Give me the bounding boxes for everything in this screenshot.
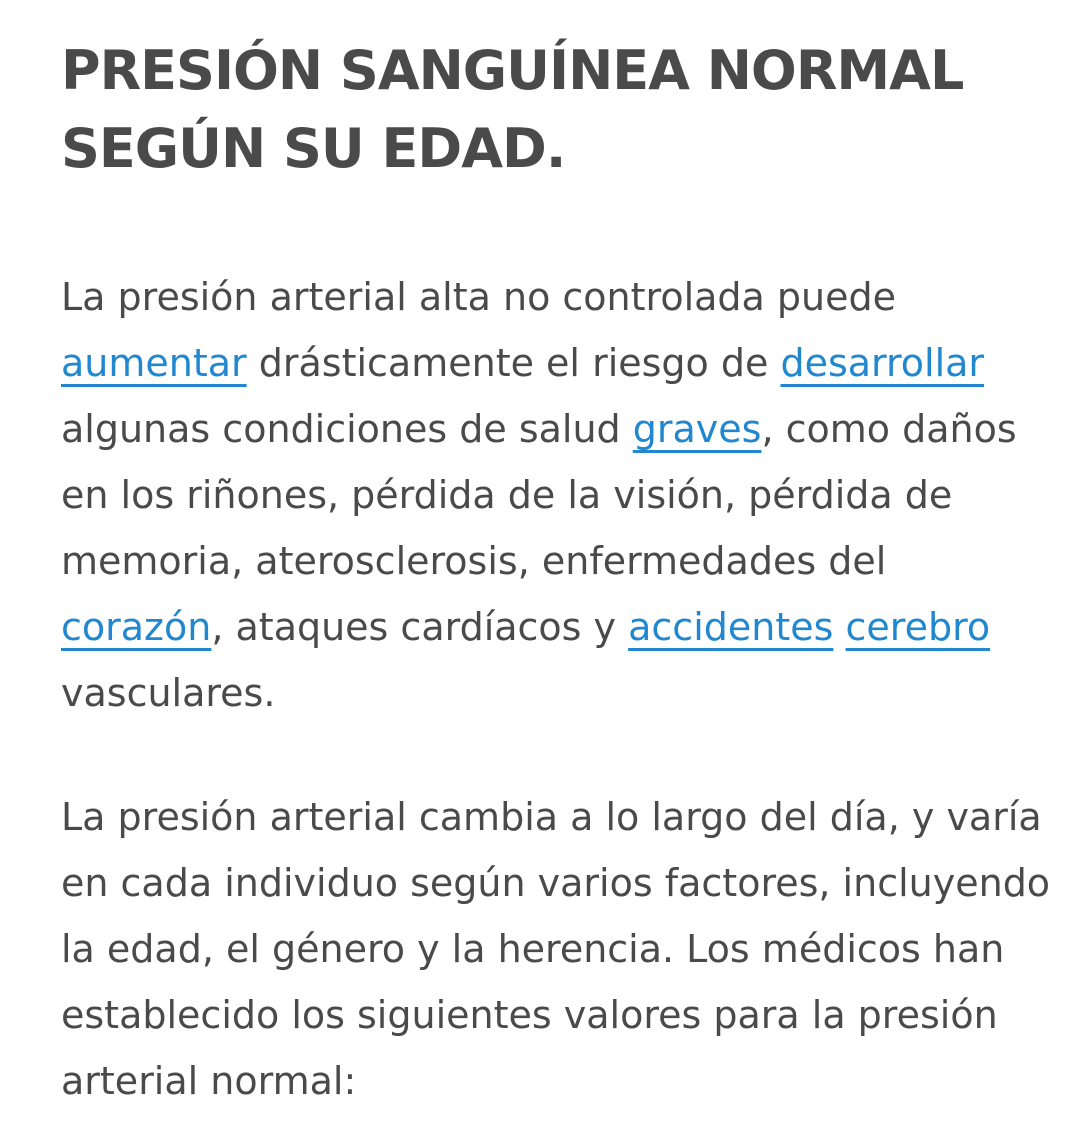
page-title-line-2: SEGÚN SU EDAD. (61, 117, 566, 180)
page-title (61, 32, 1051, 188)
intro-paragraph (61, 264, 1051, 726)
paragraph-text: , como daños en los riñones, pérdida de la visión, pérdida de memoria, aterosclerosis, enfermedades del (61, 407, 1017, 583)
paragraph-text: algunas condiciones de salud (61, 407, 633, 451)
normal-values-paragraph: La presión arterial cambia a lo largo del día, y varía en cada individuo según varios factores, incluyendo la edad, el género y la herencia. Los médicos han establecido los siguientes valores para la presión arterial normal: (61, 795, 1051, 1103)
paragraph-text (833, 605, 845, 649)
paragraph-text: vasculares. (61, 671, 276, 715)
page-title-line-1: PRESIÓN SANGUÍNEA NORMAL (61, 39, 964, 102)
link-desarrollar[interactable]: desarrollar (780, 341, 985, 385)
paragraph-text: La presión arterial alta no controlada puede (61, 275, 896, 319)
paragraph-text: , ataques cardíacos y (211, 605, 629, 649)
link-graves[interactable]: graves (632, 407, 762, 451)
link-aumentar[interactable]: aumentar (61, 341, 247, 385)
article (61, 32, 1051, 1114)
paragraph-text: drásticamente el riesgo de (246, 341, 781, 385)
link-accidentes[interactable]: accidentes (628, 605, 834, 649)
link-cerebro[interactable]: cerebro (845, 605, 991, 649)
link-corazon[interactable]: corazón (61, 605, 212, 649)
